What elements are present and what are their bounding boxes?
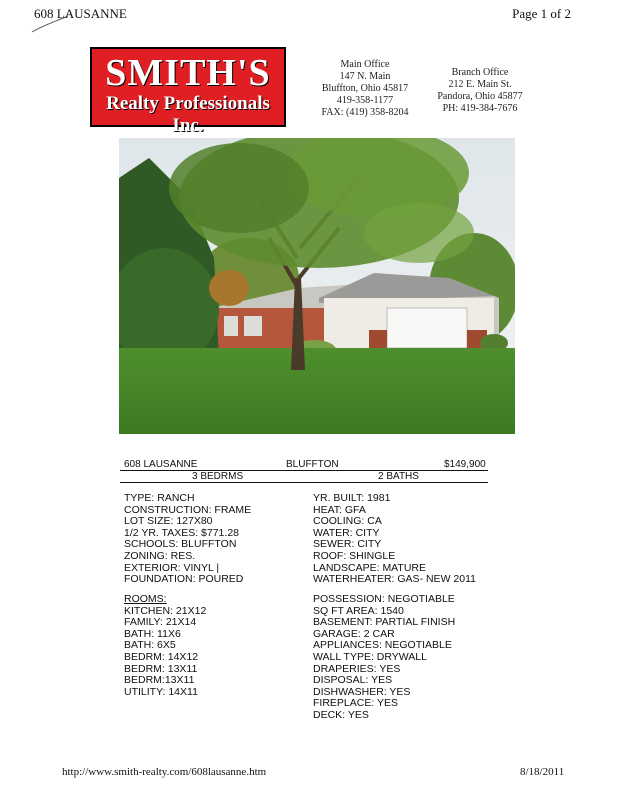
detail-taxes: 1/2 YR. TAXES: $771.28 xyxy=(124,526,239,539)
company-logo xyxy=(90,47,286,136)
main-office-city: Bluffton, Ohio 45817 xyxy=(321,83,409,94)
detail-zoning: ZONING: RES. xyxy=(124,549,196,562)
detail-heat: HEAT: GFA xyxy=(313,503,366,516)
detail-type: TYPE: RANCH xyxy=(124,492,195,504)
rooms-heading: ROOMS: xyxy=(124,593,167,605)
main-office-block xyxy=(305,59,425,119)
summary-baths: 2 BATHS xyxy=(378,471,419,482)
detail-landscape: LANDSCAPE: MATURE xyxy=(313,561,426,574)
room-bath-2: BATH: 6X5 xyxy=(124,639,176,652)
branch-office-label: Branch Office xyxy=(451,67,509,78)
detail-water: WATER: CITY xyxy=(313,526,380,539)
feature-garage: GARAGE: 2 CAR xyxy=(313,627,395,640)
feature-fireplace: FIREPLACE: YES xyxy=(313,697,399,710)
feature-appliances: APPLIANCES: NEGOTIABLE xyxy=(313,639,452,652)
feature-dishwasher: DISHWASHER: YES xyxy=(313,685,411,698)
main-office-street: 147 N. Main xyxy=(339,71,391,82)
summary-divider-2 xyxy=(120,482,488,483)
pen-mark xyxy=(30,14,70,34)
right-details xyxy=(313,493,476,586)
rooms-list xyxy=(124,594,206,698)
summary-city: BLUFFTON xyxy=(286,459,339,470)
feature-disposal: DISPOSAL: YES xyxy=(313,674,393,687)
house-photo xyxy=(119,138,515,434)
logo-line-1: SMITH'S xyxy=(105,52,271,94)
detail-lot-size: LOT SIZE: 127X80 xyxy=(124,515,213,528)
detail-roof: ROOF: SHINGLE xyxy=(313,549,396,562)
detail-waterheater: WATERHEATER: GAS- NEW 2011 xyxy=(313,573,476,586)
main-office-phone: 419-358-1177 xyxy=(336,95,394,106)
page-title: 608 LAUSANNE xyxy=(34,6,127,21)
room-bedroom-3: BEDRM:13X11 xyxy=(124,674,195,687)
features-list xyxy=(313,594,455,722)
detail-year-built: YR. BUILT: 1981 xyxy=(313,492,391,504)
summary-divider-1 xyxy=(120,470,488,471)
feature-possession: POSSESSION: NEGOTIABLE xyxy=(313,593,455,605)
room-bedroom-1: BEDRM: 14X12 xyxy=(124,650,199,663)
feature-draperies: DRAPERIES: YES xyxy=(313,662,401,675)
room-bath-1: BATH: 11X6 xyxy=(124,627,181,640)
detail-cooling: COOLING: CA xyxy=(313,515,382,528)
detail-construction: CONSTRUCTION: FRAME xyxy=(124,503,252,516)
summary-address: 608 LAUSANNE xyxy=(124,459,198,470)
detail-exterior: EXTERIOR: VINYL | xyxy=(124,561,220,574)
room-kitchen: KITCHEN: 21X12 xyxy=(124,604,207,617)
room-utility: UTILITY: 14X11 xyxy=(124,685,198,698)
branch-office-block xyxy=(420,67,540,115)
branch-office-phone: PH: 419-384-7676 xyxy=(442,103,518,114)
footer-url[interactable]: http://www.smith-realty.com/608lausanne.htm xyxy=(62,766,267,778)
detail-sewer: SEWER: CITY xyxy=(313,538,382,551)
feature-wall-type: WALL TYPE: DRYWALL xyxy=(313,650,427,663)
footer-date: 8/18/2011 xyxy=(520,766,565,778)
main-office-fax: FAX: (419) 358-8204 xyxy=(321,107,409,118)
summary-price: $149,900 xyxy=(444,459,486,470)
feature-sq-ft: SQ FT AREA: 1540 xyxy=(313,604,404,617)
page-number: Page 1 of 2 xyxy=(512,6,571,21)
feature-basement: BASEMENT: PARTIAL FINISH xyxy=(313,616,456,629)
branch-office-city: Pandora, Ohio 45877 xyxy=(437,91,523,102)
detail-foundation: FOUNDATION: POURED xyxy=(124,573,244,586)
main-office-label: Main Office xyxy=(340,59,390,70)
detail-schools: SCHOOLS: BLUFFTON xyxy=(124,538,237,551)
left-details xyxy=(124,493,251,586)
logo-line-2: Realty Professionals Inc. xyxy=(106,93,270,136)
room-bedroom-2: BEDRM: 13X11 xyxy=(124,662,198,675)
feature-deck: DECK: YES xyxy=(313,708,369,721)
room-family: FAMILY: 21X14 xyxy=(124,616,197,629)
branch-office-street: 212 E. Main St. xyxy=(448,79,512,90)
summary-bedrooms: 3 BEDRMS xyxy=(192,471,244,482)
